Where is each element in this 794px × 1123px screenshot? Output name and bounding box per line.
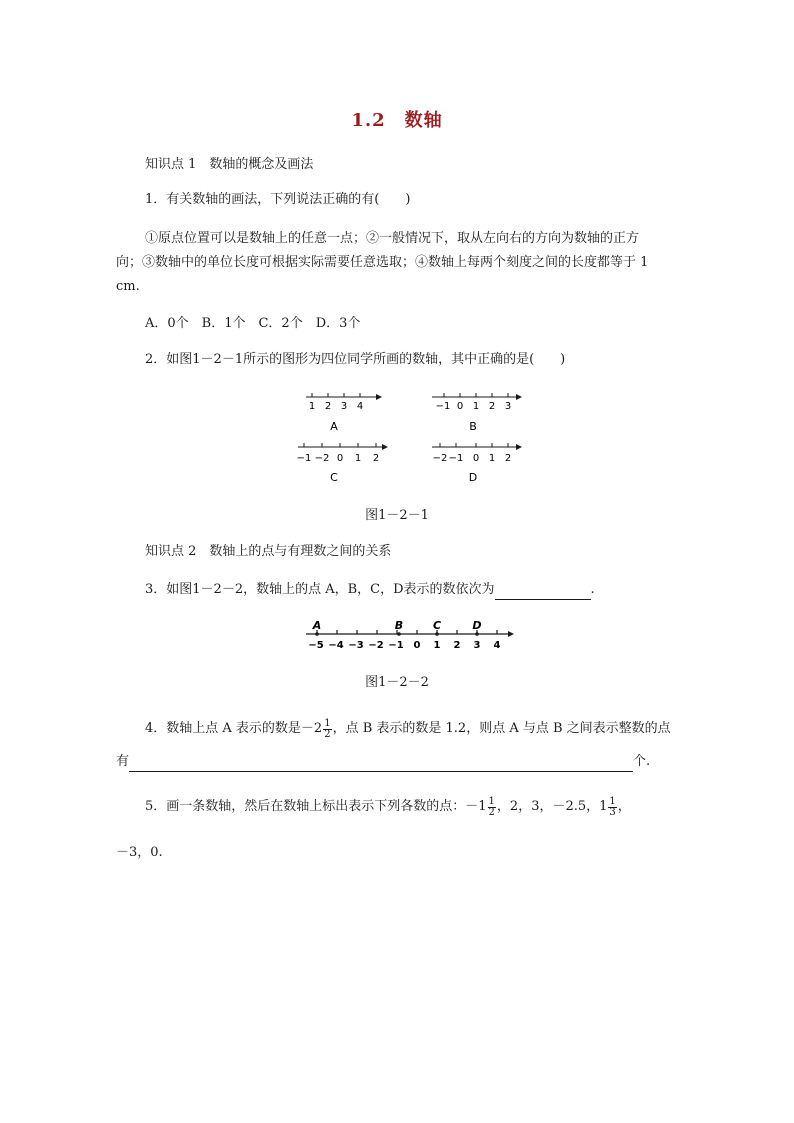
tick-label: 4 xyxy=(493,640,501,651)
question-4-prefix: 有 xyxy=(116,754,130,769)
question-5-text-b: ，2，3，－2.5，1 xyxy=(496,799,608,814)
question-3-text: 3．如图1－2－2，数轴上的点 A，B，C，D表示的数依次为 xyxy=(145,582,495,597)
axis-option-label: A xyxy=(330,420,338,433)
point-d-dot xyxy=(475,632,479,636)
question-1-stem: 1．有关数轴的画法，下列说法正确的有( ) xyxy=(145,192,411,207)
tick-label: −2 xyxy=(368,640,384,651)
tick-label: −1 xyxy=(448,453,464,464)
point-label: B xyxy=(394,619,404,632)
fraction-denominator: 3 xyxy=(609,806,616,818)
tick-label: 0 xyxy=(413,640,421,651)
figure-1-2-2 xyxy=(300,617,524,653)
fraction xyxy=(323,719,331,740)
tick-label: 1 xyxy=(488,453,496,464)
question-5-stem xyxy=(145,792,631,822)
question-1-options: A．0个 B．1个 C．2个 D．3个 xyxy=(145,316,361,331)
question-5-text-a: 5．画一条数轴，然后在数轴上标出表示下列各数的点：－1 xyxy=(145,799,487,814)
tick-label: −2 xyxy=(314,453,330,464)
point-c-dot xyxy=(435,632,439,636)
answer-blank[interactable] xyxy=(129,755,633,772)
point-b-dot xyxy=(397,632,401,636)
tick-label: 3 xyxy=(473,640,481,651)
question-4-line-2 xyxy=(116,752,650,772)
axis-option-label: B xyxy=(469,420,477,433)
page-title: 1.2 数轴 xyxy=(351,110,443,131)
figure-1-2-2-caption: 图1－2－2 xyxy=(365,675,429,690)
point-label: D xyxy=(472,619,482,632)
tick-label: 2 xyxy=(488,401,496,412)
question-5-line-2: －3，0. xyxy=(116,845,163,860)
fraction-numerator: 1 xyxy=(609,795,616,807)
answer-blank[interactable] xyxy=(495,583,591,600)
question-2-stem: 2．如图1－2－1所示的图形为四位同学所画的数轴，其中正确的是( ) xyxy=(145,352,566,367)
tick-label: 3 xyxy=(504,401,512,412)
fraction-denominator: 2 xyxy=(488,806,495,818)
tick-label: −4 xyxy=(328,640,344,651)
question-3-end: . xyxy=(590,582,595,597)
tick-label: 2 xyxy=(372,453,380,464)
tick-label: −5 xyxy=(308,640,324,651)
tick-label: 0 xyxy=(456,401,464,412)
tick-label: −1 xyxy=(435,401,451,412)
fraction xyxy=(608,797,616,818)
tick-label: 4 xyxy=(356,401,364,412)
question-1-statement-line-3: cm. xyxy=(116,279,140,294)
number-line-b xyxy=(432,393,522,433)
tick-label: −2 xyxy=(432,453,448,464)
question-4-stem xyxy=(145,714,671,744)
figure-1-2-1 xyxy=(290,385,540,490)
fraction-denominator: 2 xyxy=(324,728,331,740)
tick-label: 1 xyxy=(354,453,362,464)
fraction-numerator: 1 xyxy=(488,795,495,807)
tick-label: 2 xyxy=(453,640,461,651)
number-line-a xyxy=(306,393,382,433)
question-4-suffix: 个. xyxy=(633,754,651,769)
fraction-numerator: 1 xyxy=(324,717,331,729)
tick-label: 3 xyxy=(340,401,348,412)
question-1-statement-line-1: ①原点位置可以是数轴上的任意一点；②一般情况下，取从左向右的方向为数轴的正方 xyxy=(145,231,640,246)
point-a-dot xyxy=(315,632,319,636)
tick-label: 0 xyxy=(472,453,480,464)
tick-label: 1 xyxy=(472,401,480,412)
tick-label: −3 xyxy=(348,640,364,651)
question-1-statement-line-2: 向；③数轴中的单位长度可根据实际需要任意选取；④数轴上每两个刻度之间的长度都等于 1 xyxy=(116,255,649,270)
section-heading-2: 知识点 2 数轴上的点与有理数之间的关系 xyxy=(145,544,392,559)
tick-label: 0 xyxy=(336,453,344,464)
question-3-stem xyxy=(145,580,595,600)
tick-label: 1 xyxy=(433,640,441,651)
tick-label: 2 xyxy=(504,453,512,464)
question-5-text-c: ， xyxy=(617,799,631,814)
axis-option-label: D xyxy=(468,471,478,484)
tick-label: −1 xyxy=(296,453,312,464)
axis-option-label: C xyxy=(330,471,338,484)
tick-label: −1 xyxy=(388,640,404,651)
tick-label: 1 xyxy=(308,401,316,412)
number-line-d xyxy=(432,443,522,484)
number-line-c xyxy=(297,443,388,484)
question-4-text-a: 4．数轴上点 A 表示的数是－2 xyxy=(145,721,323,736)
point-label: A xyxy=(312,619,322,632)
section-heading-1: 知识点 1 数轴的概念及画法 xyxy=(145,157,314,172)
figure-1-2-1-caption: 图1－2－1 xyxy=(365,508,429,523)
fraction xyxy=(488,797,496,818)
tick-label: 2 xyxy=(324,401,332,412)
question-4-text-b: ，点 B 表示的数是 1.2，则点 A 与点 B 之间表示整数的点 xyxy=(332,721,671,736)
point-label: C xyxy=(432,619,442,632)
